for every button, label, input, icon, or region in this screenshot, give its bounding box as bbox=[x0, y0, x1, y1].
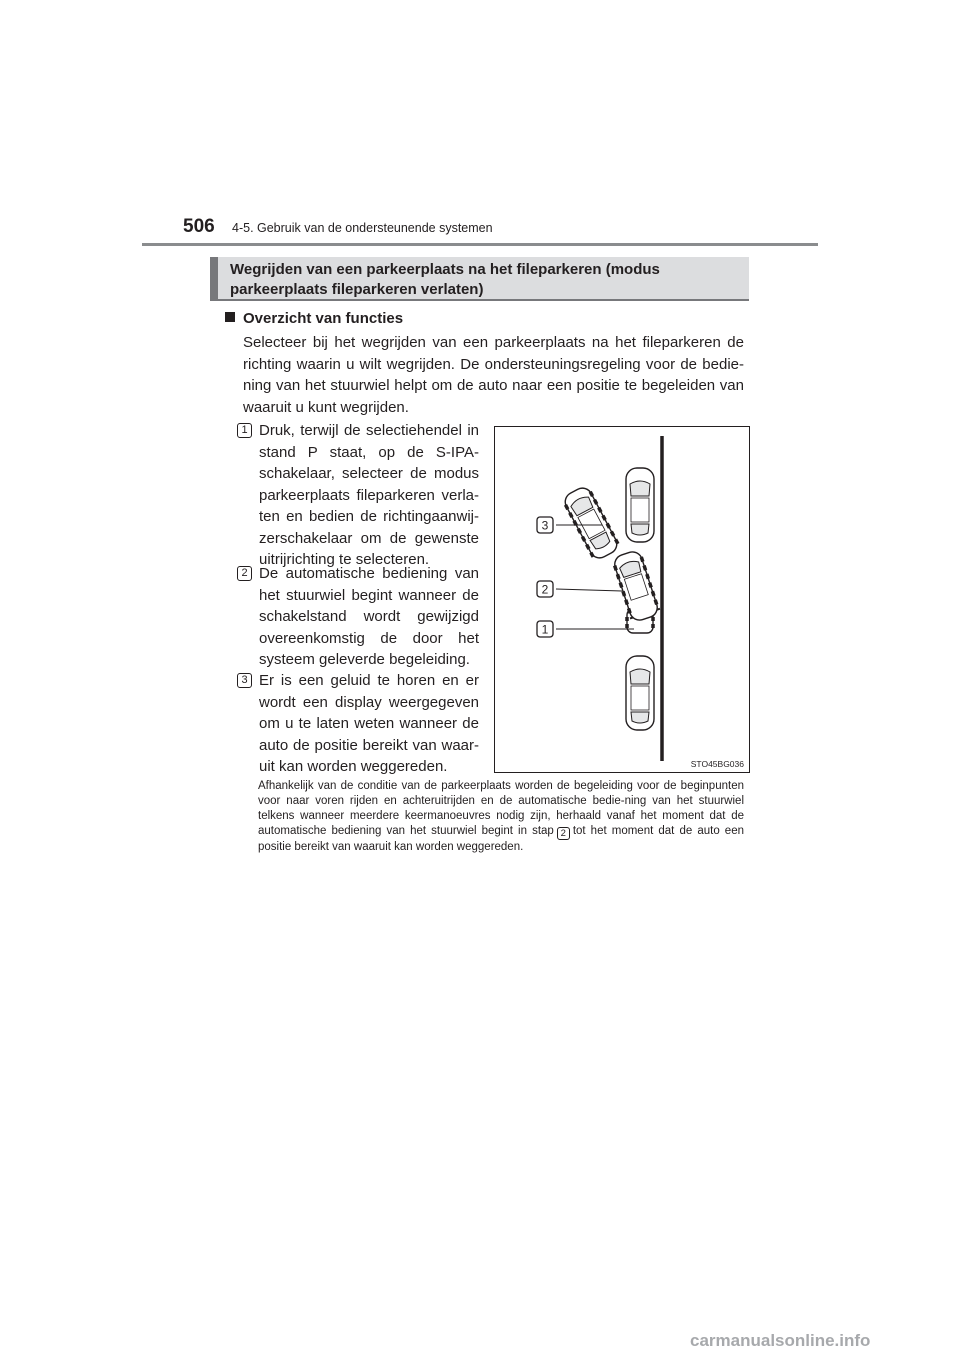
section-title: Wegrijden van een parkeerplaats na het fileparkeren (modus parkeerplaats fileparkeren verlaten) bbox=[230, 261, 660, 298]
square-bullet-icon bbox=[225, 312, 235, 322]
step-3-text: Er is een geluid te horen en er wordt een display weergegeven om u te laten weten wanneer de auto de positie bereikt van waar-uit kan worden weggereden. bbox=[259, 672, 479, 775]
callout-2-label: 2 bbox=[541, 582, 549, 597]
page-number: 506 bbox=[183, 216, 215, 237]
step-2-text: De automatische bediening van het stuurwiel begint wanneer de schakelstand wordt gewijzigd overeenkomstig de door het systeem geleverde begeleiding. bbox=[259, 565, 479, 668]
step-2-badge: 2 bbox=[237, 566, 252, 581]
note-step-ref-badge: 2 bbox=[557, 827, 570, 840]
figure-code: STO45BG036 bbox=[690, 759, 744, 769]
step-3-badge: 3 bbox=[237, 673, 252, 688]
callout-3-label: 3 bbox=[541, 518, 549, 533]
header-rule bbox=[142, 243, 818, 246]
watermark: carmanualsonline.info bbox=[690, 1331, 871, 1350]
subheading bbox=[225, 310, 403, 327]
step-1-text: Druk, terwijl de selectiehendel in stand P staat, op de S-IPA-schakelaar, selecteer de modus parkeerplaats fileparkeren verla-ten en bedien de richtingaanwij-zerschakelaar om de gewenste uitrijrichting te selecteren. bbox=[259, 422, 479, 568]
parking-exit-diagram bbox=[494, 426, 750, 773]
note-paragraph bbox=[258, 779, 744, 855]
note-text-before: Afhankelijk van de conditie van de parkeerplaats worden de begeleiding voor de beginpunten voor naar voren rijden en achteruitrijden en de automatische bedie-ning van het stuurwiel telkens wanneer meerdere keermanoeuvres nodig zijn, herhaald vanaf het moment dat de automatische bediening van het stuurwiel begint in stap bbox=[258, 780, 744, 837]
parked-car-front bbox=[626, 468, 654, 542]
chapter-title: 4-5. Gebruik van de ondersteunende systemen bbox=[232, 221, 493, 235]
callout-1-label: 1 bbox=[541, 622, 549, 637]
intro-paragraph: Selecteer bij het wegrijden van een parkeerplaats na het fileparkeren de richting waarin u wilt wegrijden. De ondersteuningsregeling voor de bedie-ning van het stuurwiel helpt om de auto naar een positie te begeleiden van waaruit u kunt wegrijden. bbox=[243, 334, 744, 416]
subheading-text: Overzicht van functies bbox=[243, 310, 404, 327]
step-1-badge: 1 bbox=[237, 423, 252, 438]
parked-car-rear bbox=[626, 656, 654, 730]
note-text-after: tot het moment dat de auto een positie bereikt van waaruit kan worden weggereden. bbox=[258, 825, 744, 853]
section-title-box bbox=[210, 257, 749, 301]
